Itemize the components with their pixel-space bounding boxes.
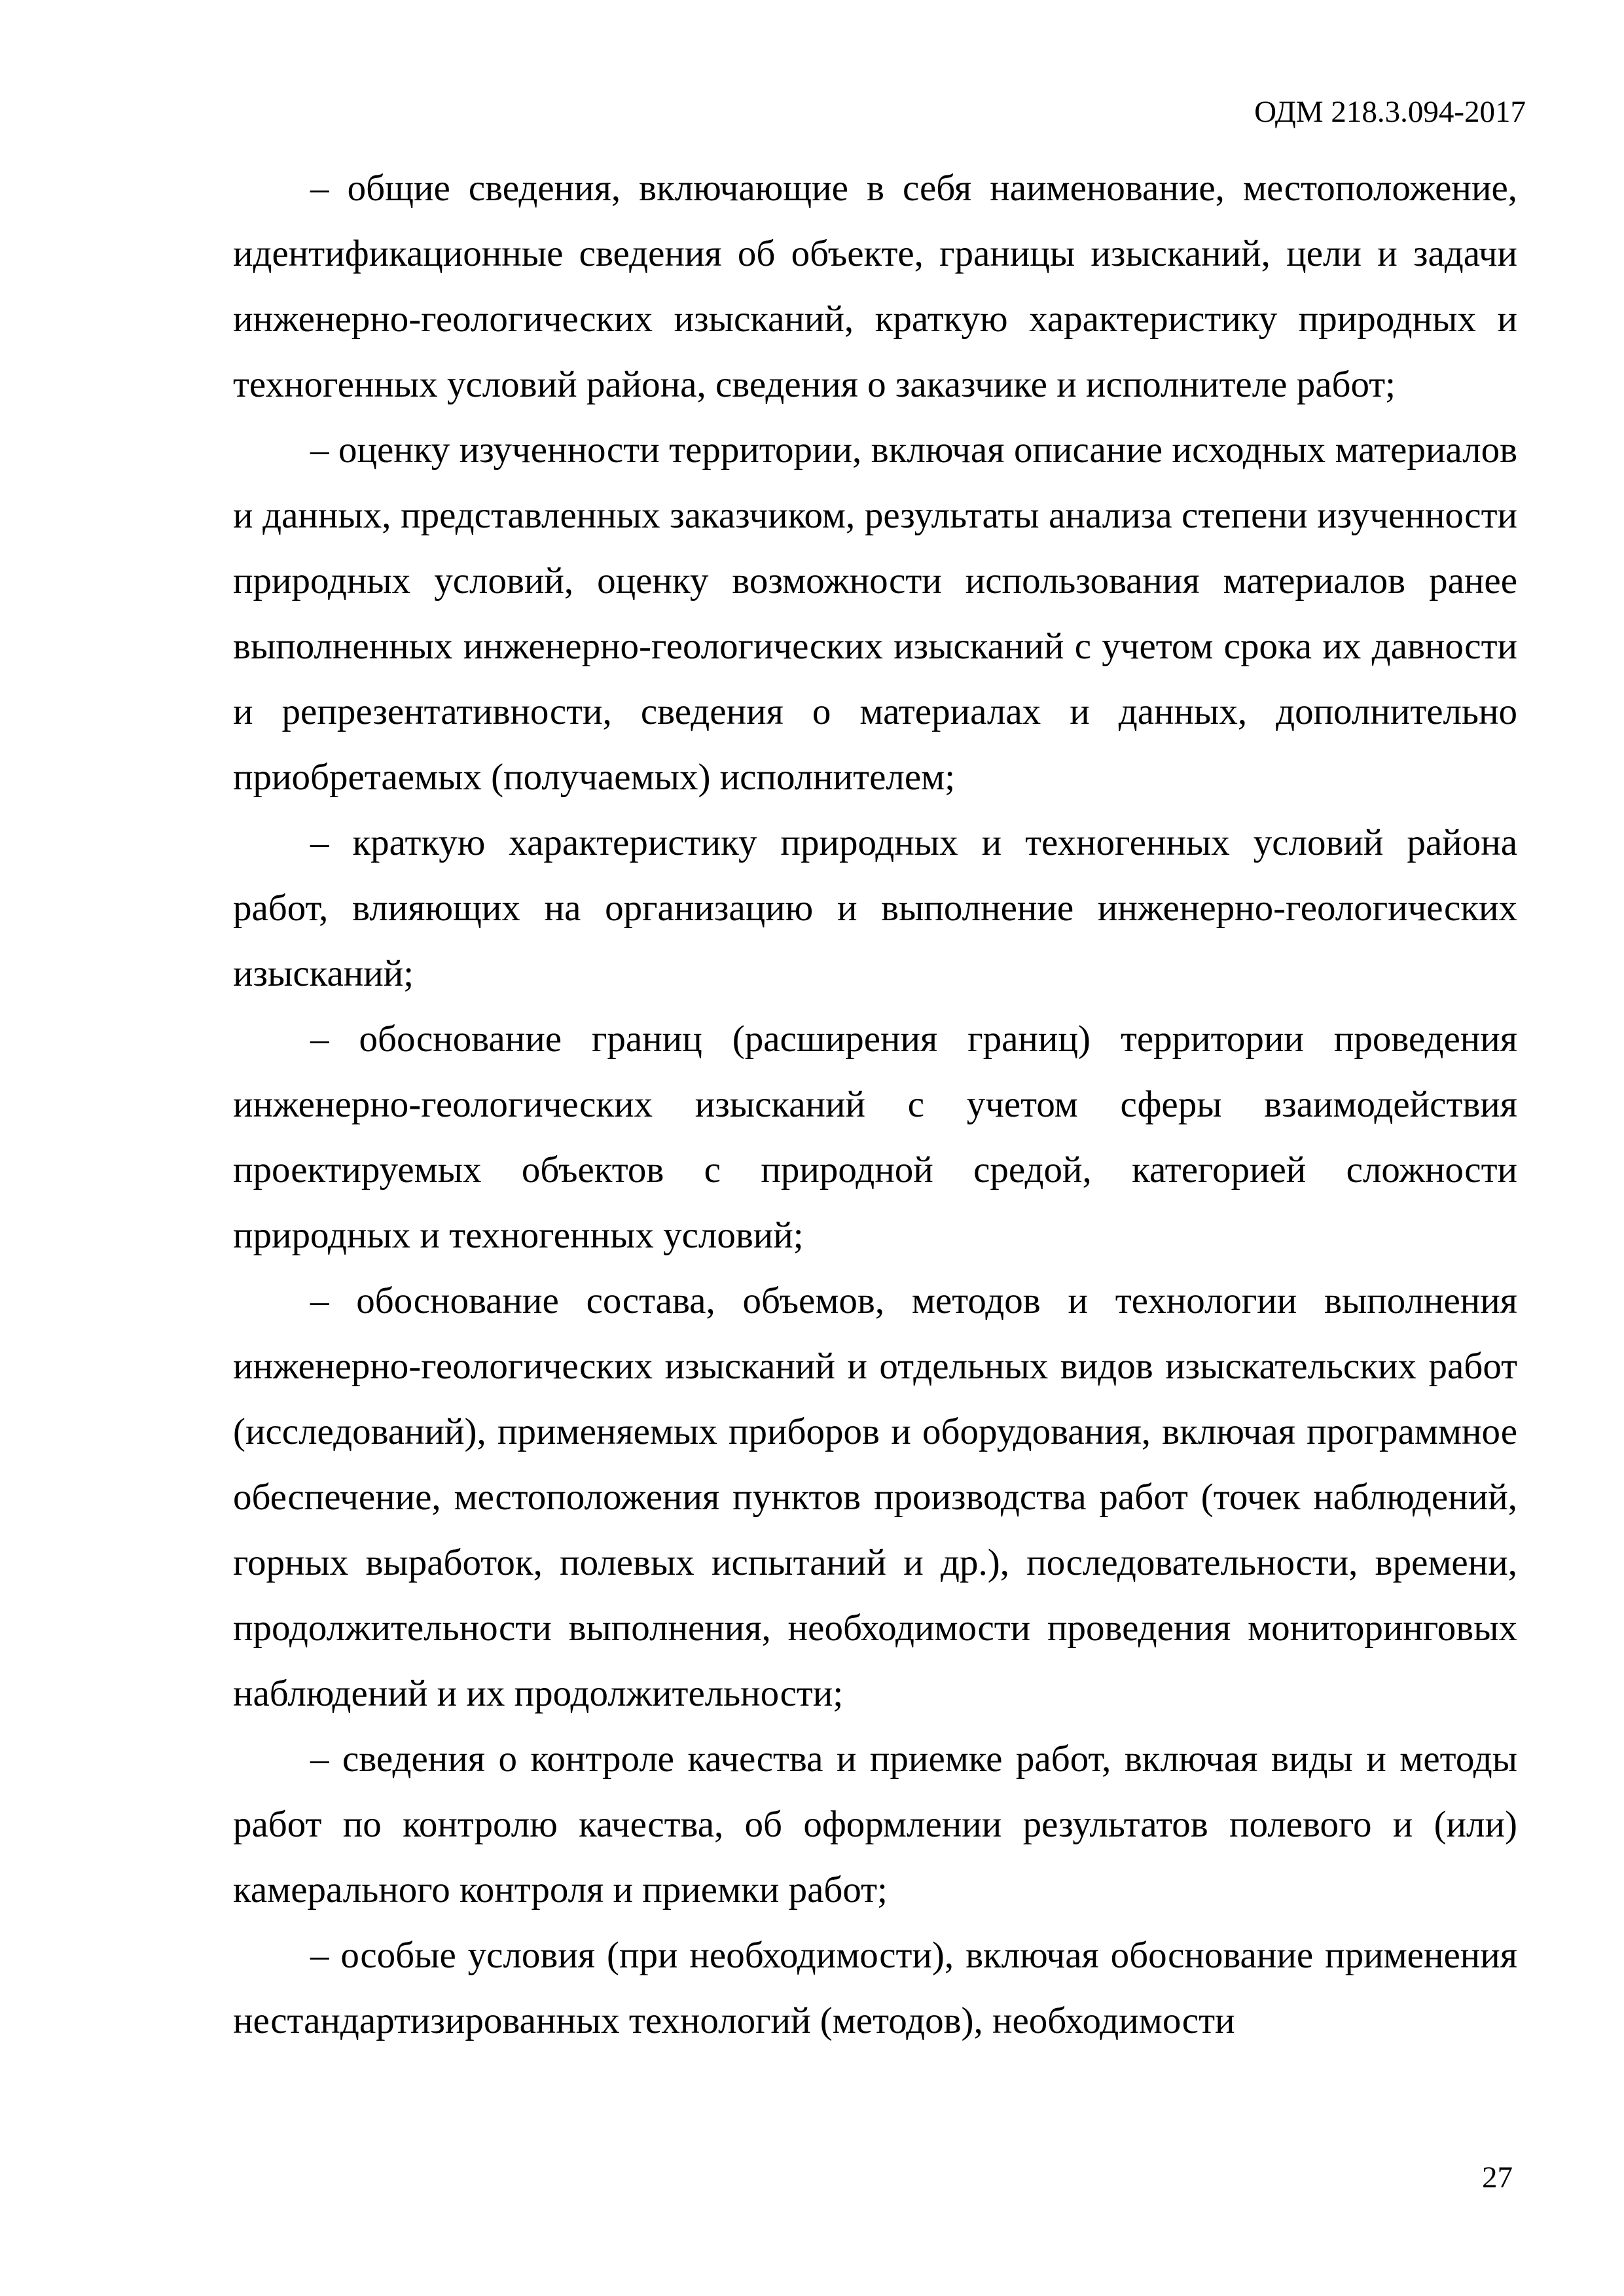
paragraph-quality-control: – сведения о контроле качества и приемке работ, включая виды и методы работ по контролю качества, об оформлении результатов полевого и (или) камерального контроля и приемки работ; <box>233 1738 1517 1910</box>
document-code: ОДМ 218.3.094-2017 <box>1254 95 1526 129</box>
page-number: 27 <box>1482 2161 1513 2195</box>
paragraph-special-conditions: – особые условия (при необходимости), включая обоснование применения нестандартизированных технологий (методов), необходимости <box>233 1935 1517 2041</box>
paragraph-study-assessment: – оценку изученности территории, включая описание исходных материалов и данных, представленных заказчиком, результаты анализа степени изученности природных условий, оценку возможности использования материалов ранее выполненных инженерно-геологических изысканий с учетом срока их давности и репрезентативности, сведения о материалах и данных, дополнительно приобретаемых (получаемых) исполнителем; <box>233 429 1517 798</box>
paragraph-general-info: – общие сведения, включающие в себя наименование, местоположение, идентификационные сведения об объекте, границы изысканий, цели и задачи инженерно-геологических изысканий, краткую характеристику природных и техногенных условий района, сведения о заказчике и исполнителе работ; <box>233 168 1517 405</box>
paragraph-boundaries: – обоснование границ (расширения границ) территории проведения инженерно-геологических изысканий с учетом сферы взаимодействия проектируемых объектов с природной средой, категорией сложности природных и техногенных условий; <box>233 1018 1517 1256</box>
document-body <box>233 156 1517 2054</box>
paragraph-scope-methods: – обоснование состава, объемов, методов и технологии выполнения инженерно-геологических изысканий и отдельных видов изыскательских работ (исследований), применяемых приборов и оборудования, включая программное обеспечение, местоположения пунктов производства работ (точек наблюдений, горных выработок, полевых испытаний и др.), последовательности, времени, продолжительности выполнения, необходимости проведения мониторинговых наблюдений и их продолжительности; <box>233 1280 1517 1714</box>
paragraph-conditions-summary: – краткую характеристику природных и техногенных условий района работ, влияющих на организацию и выполнение инженерно-геологических изысканий; <box>233 822 1517 994</box>
